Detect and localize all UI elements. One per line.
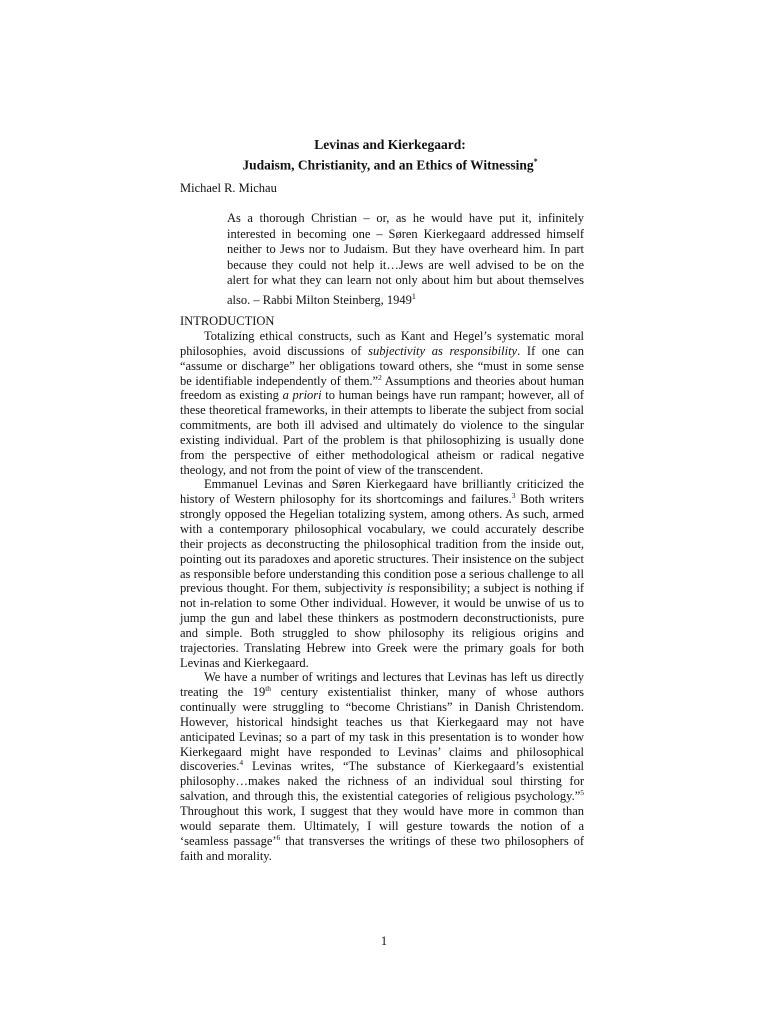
p3-text-b: century existentialist thinker, many of whose authors continually were struggling to “become Christians” in Danish Christendom. However, historical hindsight teaches us that Kierkegaard may not have anticipated Levinas; so a part of my task in this presentation is to wonder how Kierkegaard might have responded to Levinas’ claims and philosophical discoveries. bbox=[180, 685, 585, 774]
p3-text-c: Levinas writes, “The substance of Kierkegaard’s existential philosophy…makes naked the richness of an individual soul thirsting for salvation, and through this, the existential categories of religious psychology.” bbox=[180, 759, 584, 804]
p2-italic-b: is bbox=[386, 581, 396, 596]
title-footnote-mark: * bbox=[533, 157, 538, 166]
p1-italic-a: subjectivity as responsibility bbox=[368, 343, 518, 358]
footnote-ref-5: 5 bbox=[580, 788, 584, 797]
paragraph-2 bbox=[180, 477, 584, 670]
p1-italic-c: a priori bbox=[282, 388, 322, 403]
p2-text-a: Emmanuel Levinas and Søren Kierkegaard have brilliantly criticized the history of Western philosophy for its shortcomings and failures. bbox=[180, 477, 584, 507]
p3-text-a: We have a number of writings and lectures that Levinas has left us directly treating the 19 bbox=[180, 670, 584, 700]
p2-text-c: responsibility; a subject is nothing if not in-relation to some Other individual. However, it would be unwise of us to jump the gun and label these thinkers as postmodern deconstructionists, pure and simple. Both struggled to show philosophy its religious origins and trajectories. Translating Hebrew into Greek were the primary goals for both Levinas and Kierkegaard. bbox=[180, 581, 584, 670]
paper-title bbox=[180, 136, 600, 174]
p1-text-d: to human beings have run rampant; however, all of these theoretical frameworks, in their attempts to liberate the subject from social commitments, are both ill advised and ultimately do violence to the singular existing individual. Part of the problem is that philosophizing is usually done from the perspective of either methodological atheism or radical negative theology, and not from the point of view of the transcendent. bbox=[180, 388, 584, 477]
p1-text-b: . If one can “assume or discharge” her obligations toward others, she “must in some sense be identifiable independently of them.” bbox=[180, 343, 584, 388]
title-line-1: Levinas and Kierkegaard: bbox=[314, 137, 466, 152]
epigraph-footnote-mark: 1 bbox=[411, 291, 416, 301]
paragraph-1 bbox=[180, 329, 584, 477]
title-line-2-text: Judaism, Christianity, and an Ethics of Witnessing bbox=[242, 157, 534, 173]
epigraph-text: As a thorough Christian – or, as he would have put it, infinitely interested in becoming one – Søren Kierkegaard addressed himself neither to Jews nor to Judaism. But they have overheard him. In part because they could not help it…Jews are well advised to be on the alert for what they can learn not only about him but about themselves also. – Rabbi Milton Steinberg, 1949 bbox=[227, 211, 584, 308]
page-number: 1 bbox=[380, 934, 388, 948]
footnote-ref-3: 3 bbox=[511, 491, 516, 501]
p1-text-a: Totalizing ethical constructs, such as Kant and Hegel’s systematic moral philosophies, avoid discussions of bbox=[180, 329, 584, 358]
author-name: Michael R. Michau bbox=[180, 181, 277, 195]
footnote-ref-6: 6 bbox=[276, 832, 281, 842]
p1-text-c: Assumptions and theories about human freedom as existing bbox=[180, 373, 584, 403]
body-text bbox=[180, 329, 584, 863]
epigraph-quote bbox=[227, 211, 584, 309]
title-line-2 bbox=[180, 153, 600, 174]
superscript-th: th bbox=[265, 684, 272, 694]
paragraph-3 bbox=[180, 670, 584, 863]
p2-text-b: Both writers strongly opposed the Hegelian totalizing system, among others. As such, armed with a contemporary philosophical vocabulary, we could accurately describe their projects as deconstructing the philosophical tradition from the inside out, pointing out its paradoxes and aporetic structures. Their insistence on the subject as responsible before understanding this condition pose a serious challenge to all previous thought. For them, subjectivity bbox=[180, 492, 584, 596]
p3-text-d: Throughout this work, I suggest that they would have more in common than would separate them. Ultimately, I will gesture towards the notion of a ‘seamless passage’ bbox=[180, 804, 584, 848]
footnote-ref-4: 4 bbox=[239, 758, 244, 768]
p3-text-e: that transverses the writings of these two philosophers of faith and morality. bbox=[180, 833, 584, 863]
section-heading-introduction: INTRODUCTION bbox=[180, 314, 275, 328]
footnote-ref-2: 2 bbox=[378, 372, 382, 382]
